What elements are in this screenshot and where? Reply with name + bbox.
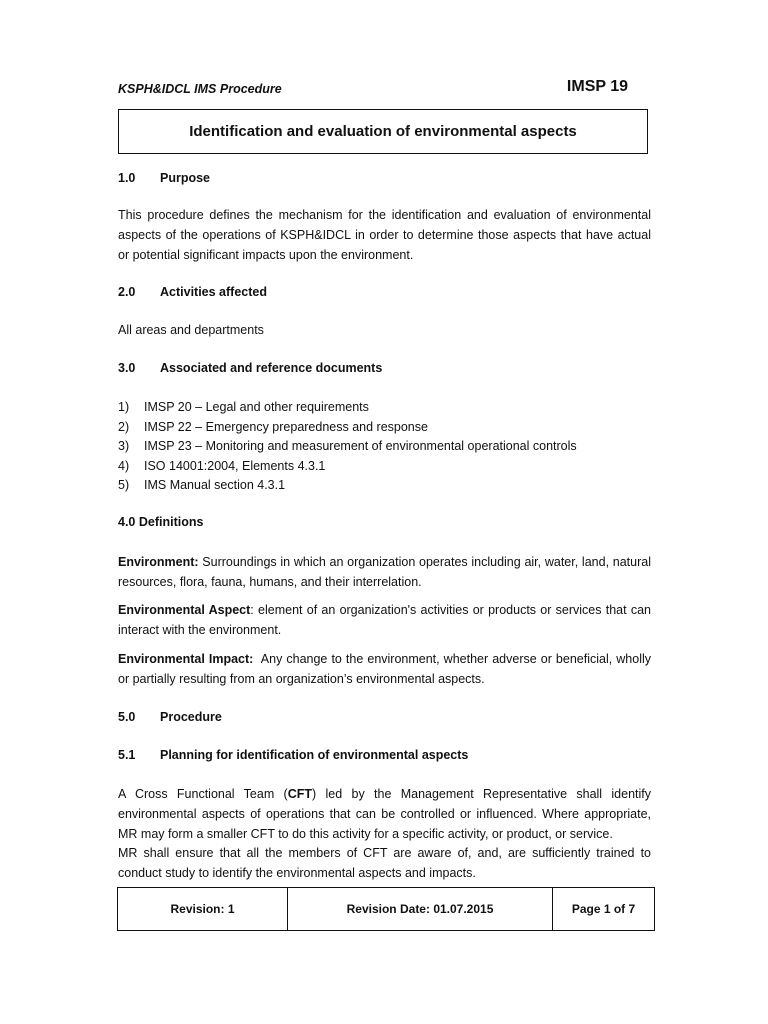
section-title: Activities affected xyxy=(160,285,267,299)
section-number: 5.0 xyxy=(118,710,136,724)
header-org: KSPH&IDCL IMS Procedure xyxy=(118,82,282,96)
document-title: Identification and evaluation of environmental aspects xyxy=(118,109,648,154)
revision-footer xyxy=(117,887,655,931)
section-title: Planning for identification of environmental aspects xyxy=(160,748,469,762)
section-1-text: This procedure defines the mechanism for the identification and evaluation of environmental aspects of the operations of KSPH&IDCL in order to determine those aspects that have actual or potential significant impacts upon the environment. xyxy=(118,208,651,262)
definition-environmental-aspect xyxy=(118,600,651,640)
section-number: 2.0 xyxy=(118,285,136,299)
section-5-1-paragraph-2: MR shall ensure that all the members of CFT are aware of, and, are sufficiently trained to conduct study to identify the environmental aspects and impacts. xyxy=(118,846,651,880)
definition-text: Surroundings in which an organization operates including air, water, land, natural resources, flora, fauna, humans, and their interrelation. xyxy=(118,555,651,589)
definition-term: Environment: xyxy=(118,555,199,569)
section-title: Associated and reference documents xyxy=(160,361,383,375)
section-4-heading: 4.0 Definitions xyxy=(118,515,204,529)
section-5-heading xyxy=(118,710,222,724)
definition-term: Environmental Impact: xyxy=(118,652,254,666)
section-3-heading xyxy=(118,361,382,375)
list-item: 2) IMSP 22 – Emergency preparedness and response xyxy=(118,419,428,434)
definition-term: Environmental Aspect xyxy=(118,603,251,617)
section-1-heading xyxy=(118,171,210,185)
section-number: 1.0 xyxy=(118,171,136,185)
page-number-cell: Page 1 of 7 xyxy=(571,902,636,916)
reference-list xyxy=(118,398,651,496)
header-code: IMSP 19 xyxy=(566,78,628,95)
section-5-1-paragraph-1: A Cross Functional Team (CFT) led by the Management Representative shall identify environmental aspects of operations that can be controlled or influenced. Where appropriate, MR may form a smaller CFT to do this activity for a specific activity, or product, or service. xyxy=(118,787,651,841)
cft-term: CFT xyxy=(287,787,313,801)
definition-environmental-impact xyxy=(118,649,655,689)
section-2-text: All areas and departments xyxy=(118,323,264,337)
definition-text: : element of an organization's activities or products or services that can interact with the environment. xyxy=(118,603,651,637)
section-title: Procedure xyxy=(160,710,222,724)
section-2-heading xyxy=(118,285,267,299)
page-header xyxy=(118,78,628,100)
definition-text: Any change to the environment, whether adverse or beneficial, wholly or partially resulting from an organization’s environmental aspects. xyxy=(118,652,655,686)
section-title: Purpose xyxy=(160,171,211,185)
definition-environment xyxy=(118,552,651,592)
section-5-1-heading xyxy=(118,748,468,762)
list-item: 3) IMSP 23 – Monitoring and measurement of environmental operational controls xyxy=(118,439,577,453)
list-item: 5) IMS Manual section 4.3.1 xyxy=(118,478,286,492)
list-item: 4) ISO 14001:2004, Elements 4.3.1 xyxy=(118,458,326,473)
revision-cell: Revision: 1 xyxy=(118,888,288,930)
revision-date-cell: Revision Date: 01.07.2015 xyxy=(288,888,553,930)
section-number: 5.1 xyxy=(118,748,136,762)
section-number: 3.0 xyxy=(118,361,136,375)
list-item: 1) IMSP 20 – Legal and other requirements xyxy=(118,400,369,414)
